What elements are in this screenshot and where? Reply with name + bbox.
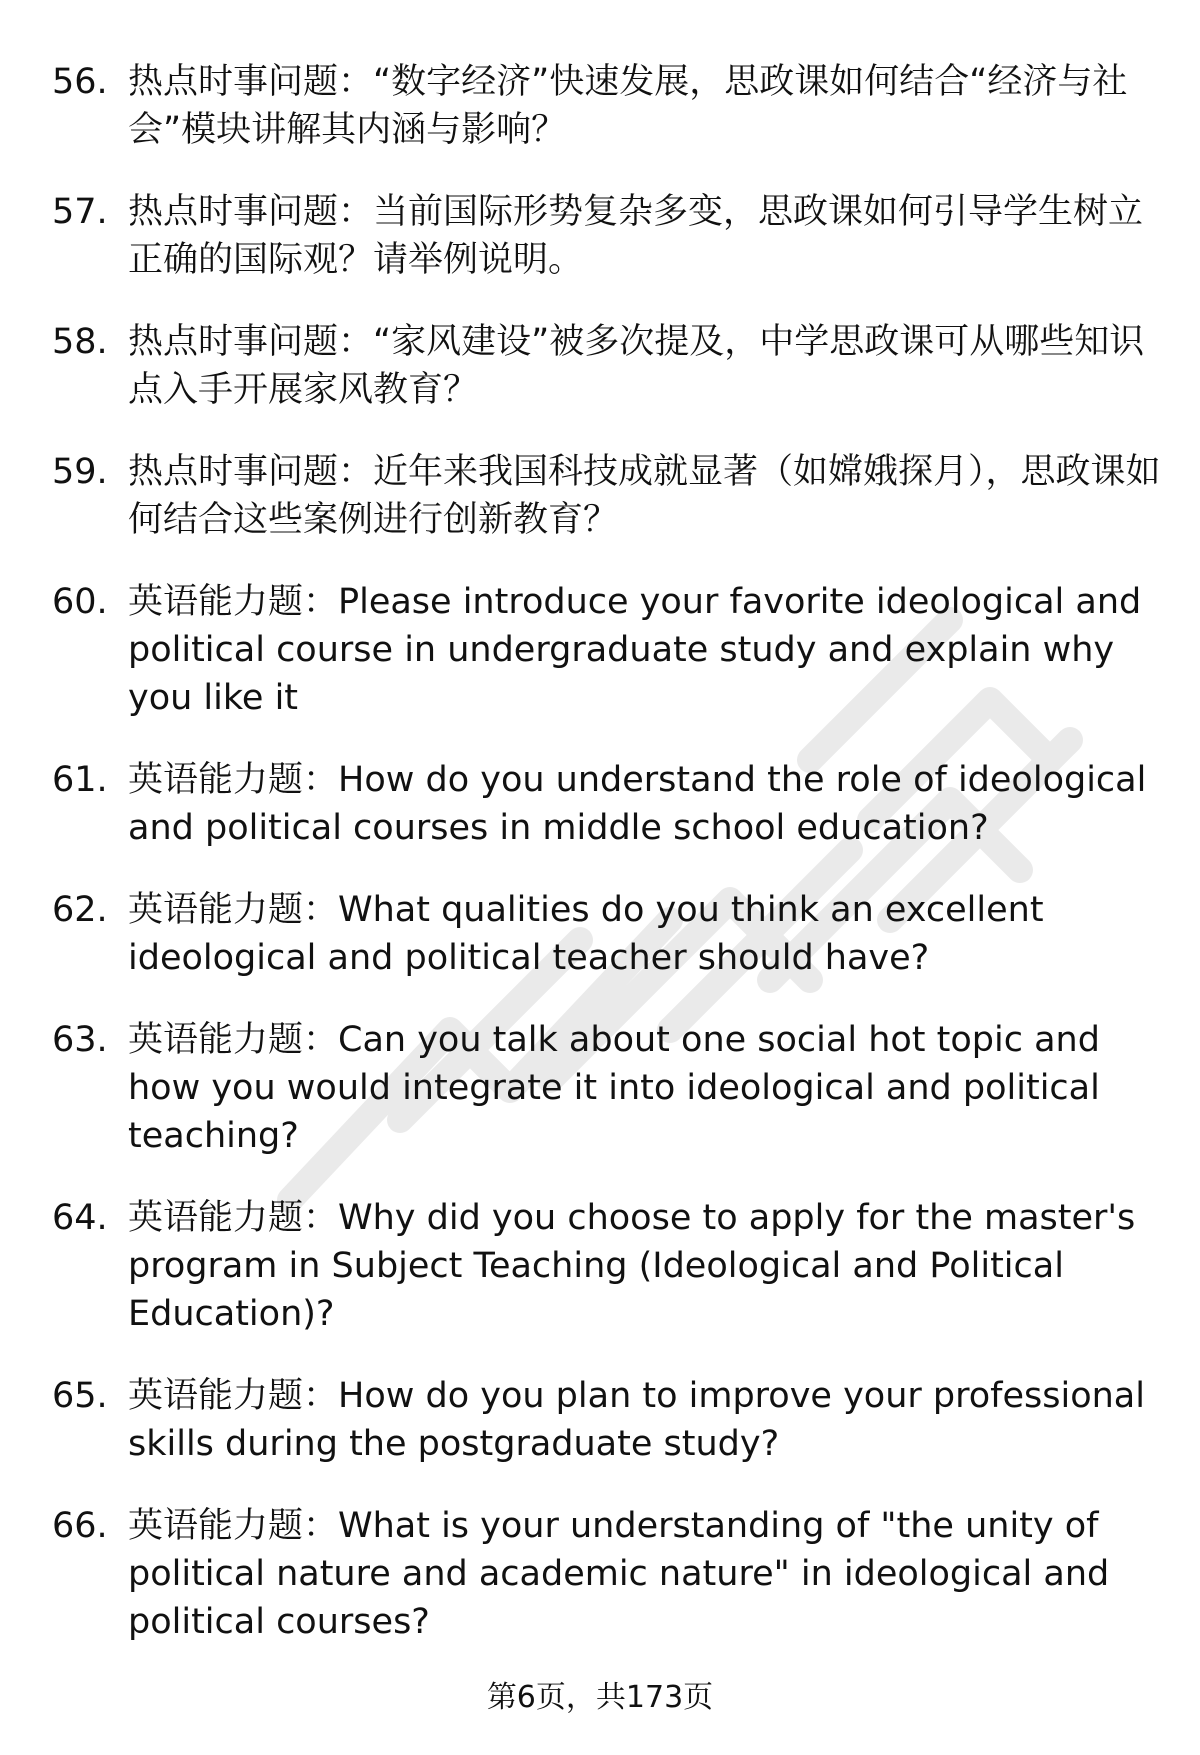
question-number: 64. [52,1198,108,1238]
question-text: 热点时事问题：近年来我国科技成就显著（如嫦娥探月），思政课如何结合这些案例进行创新教育？ [128,452,1161,540]
question-text: 热点时事问题：“数字经济”快速发展，思政课如何结合“经济与社会”模块讲解其内涵与影响？ [128,62,1128,150]
page-footer: 第6页，共173页 [486,1680,714,1715]
list-item [52,448,1162,544]
question-text: 英语能力题：What qualities do you think an excellent ideological and political teacher should have? [128,890,1044,978]
question-number: 62. [52,890,108,930]
list-item [52,188,1162,284]
question-text: 热点时事问题：“家风建设”被多次提及，中学思政课可从哪些知识点入手开展家风教育？ [128,322,1145,410]
list-item [52,756,1162,852]
question-text: 英语能力题：Please introduce your favorite ideological and political course in undergraduate study and explain why you like it [128,582,1142,718]
question-number: 56. [52,62,108,102]
list-item [52,1372,1162,1468]
list-item [52,318,1162,414]
question-text: 英语能力题：What is your understanding of "the unity of political nature and academic nature" in ideological and political courses? [128,1506,1110,1642]
list-item [52,58,1162,154]
list-item [52,1502,1162,1646]
question-text: 英语能力题：Can you talk about one social hot topic and how you would integrate it into ideological and political teaching? [128,1020,1100,1156]
question-number: 63. [52,1020,108,1060]
question-number: 59. [52,452,108,492]
list-item [52,1016,1162,1160]
question-number: 57. [52,192,108,232]
question-number: 58. [52,322,108,362]
question-number: 60. [52,582,108,622]
question-number: 65. [52,1376,108,1416]
question-text: 英语能力题：How do you understand the role of ideological and political courses in middle school education? [128,760,1147,848]
list-item [52,578,1162,722]
list-item [52,886,1162,982]
question-list [52,58,1162,1680]
question-text: 热点时事问题：当前国际形势复杂多变，思政课如何引导学生树立正确的国际观？请举例说明。 [128,192,1144,280]
question-number: 66. [52,1506,108,1546]
question-number: 61. [52,760,108,800]
question-text: 英语能力题：Why did you choose to apply for the master's program in Subject Teaching (Ideological and Political Education)? [128,1198,1136,1334]
question-text: 英语能力题：How do you plan to improve your professional skills during the postgraduate study? [128,1376,1145,1464]
list-item [52,1194,1162,1338]
